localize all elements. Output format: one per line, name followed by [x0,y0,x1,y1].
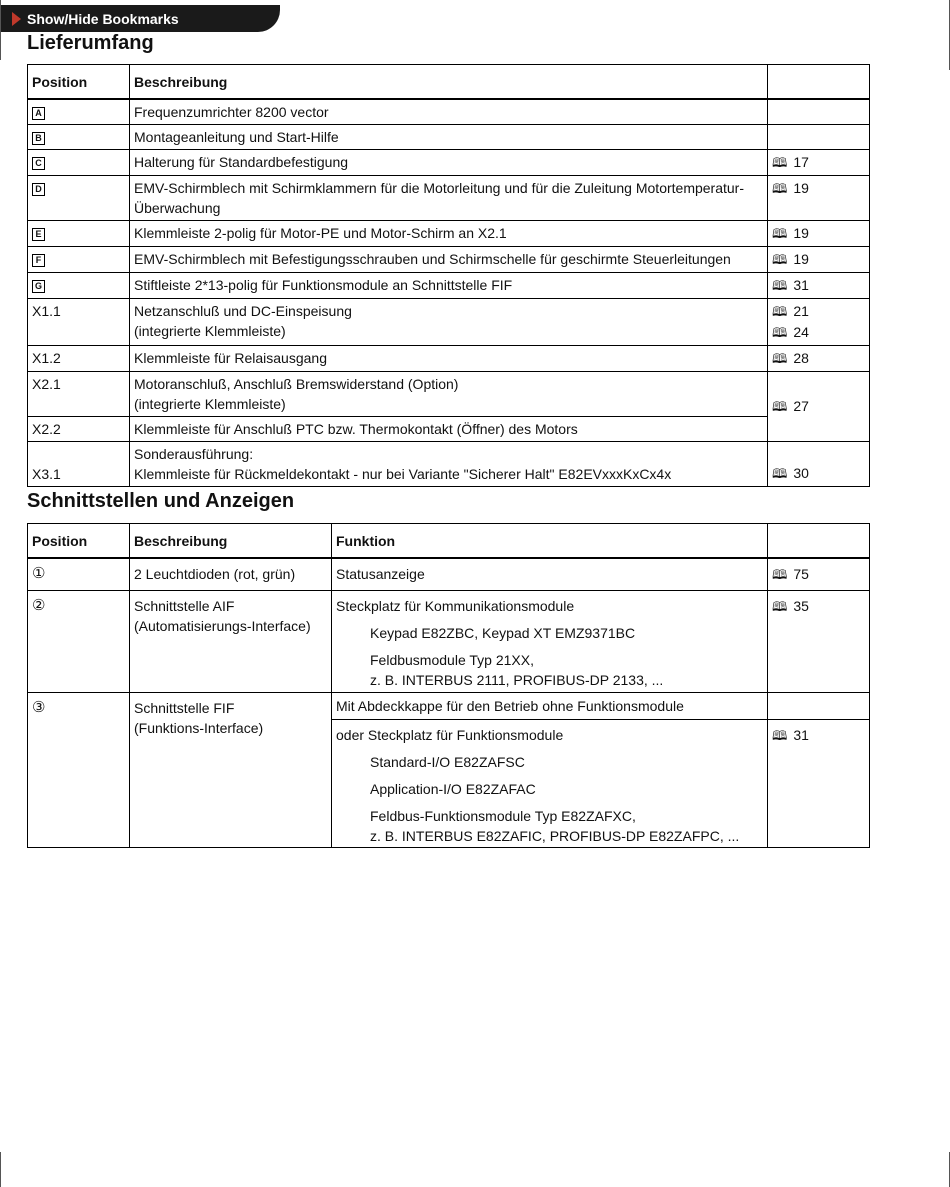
book-icon: 🕮 [772,155,788,170]
position-number: ③ [28,693,130,848]
row-function: Mit Abdeckkappe für den Betrieb ohne Funktionsmodule [332,693,768,720]
book-icon: 🕮 [772,466,788,481]
row-description: EMV-Schirmblech mit Befestigungsschrauben und Schirmschelle für geschirmte Steuerleitungen [130,247,768,273]
table-row [28,693,870,720]
position-box-letter: E [32,228,45,241]
book-icon: 🕮 [772,278,788,293]
row-position: X3.1 [28,442,130,487]
table-row [28,125,870,150]
header-ref [768,65,870,99]
book-icon: 🕮 [772,226,788,241]
lieferumfang-table [27,64,870,487]
section-title-schnittstellen: Schnittstellen und Anzeigen [27,490,295,512]
row-description: Schnittstelle AIF (Automatisierungs-Interface) [130,591,332,693]
header-position: Position [28,65,130,99]
table-row [28,273,870,299]
header-beschreibung: Beschreibung [130,65,768,99]
page-reference-link[interactable]: 🕮 28 [768,346,870,372]
table-row [28,100,870,125]
page-reference-link[interactable]: 🕮 19 [768,221,870,247]
book-icon: 🕮 [772,567,788,582]
page-edge-left [0,0,1,60]
table-row [28,372,870,417]
book-icon: 🕮 [772,252,788,267]
book-icon: 🕮 [772,599,788,614]
bookmarks-label: Show/Hide Bookmarks [27,10,179,27]
row-description: Stiftleiste 2*13-polig für Funktionsmodule an Schnittstelle FIF [130,273,768,299]
header-funktion: Funktion [332,524,768,558]
table-row [28,150,870,176]
row-position: X2.2 [28,417,130,442]
table-header-row [28,65,870,99]
book-icon: 🕮 [772,325,788,340]
page-reference-link[interactable]: 🕮 30 [768,442,870,487]
header-position: Position [28,524,130,558]
page-reference-link[interactable]: 🕮 17 [768,150,870,176]
book-icon: 🕮 [772,304,788,319]
position-box-letter: A [32,107,45,120]
book-icon: 🕮 [772,399,788,414]
row-function: Statusanzeige [332,559,768,591]
page-reference-link[interactable]: 🕮 19 [768,247,870,273]
show-hide-bookmarks-button[interactable] [0,5,280,32]
row-description: Klemmleiste 2-polig für Motor-PE und Motor-Schirm an X2.1 [130,221,768,247]
row-position: X1.2 [28,346,130,372]
position-box-letter: F [32,254,45,267]
row-function: Steckplatz für Kommunikationsmodule Keypad E82ZBC, Keypad XT EMZ9371BC Feldbusmodule Typ 21XX, z. B. INTERBUS 2111, PROFIBUS-DP 2133, ... [332,591,768,693]
row-description: Motoranschluß, Anschluß Bremswiderstand (Option) (integrierte Klemmleiste) [130,372,768,417]
header-beschreibung: Beschreibung [130,524,332,558]
header-ref [768,524,870,558]
row-description: Klemmleiste für Relaisausgang [130,346,768,372]
table-row [28,417,870,442]
table-header-row [28,524,870,558]
row-description: Klemmleiste für Anschluß PTC bzw. Thermokontakt (Öffner) des Motors [130,417,768,442]
page-reference-link[interactable]: 🕮 31 [768,273,870,299]
table-row [28,221,870,247]
table-row [28,346,870,372]
triangle-right-icon [12,12,21,26]
position-box-letter: C [32,157,45,170]
row-description: EMV-Schirmblech mit Schirmklammern für die Motorleitung und für die Zuleitung Motortemperatur- Überwachung [130,176,768,221]
page-reference-link[interactable]: 🕮 27 [768,372,870,442]
row-description: 2 Leuchtdioden (rot, grün) [130,559,332,591]
schnittstellen-table [27,523,870,848]
row-description: Frequenzumrichter 8200 vector [130,100,768,125]
page-edge-left-bottom [0,1152,1,1187]
row-function: oder Steckplatz für Funktionsmodule Standard-I/O E82ZAFSC Application-I/O E82ZAFAC Feldbus-Funktionsmodule Typ E82ZAFXC, z. B. INTERBUS E82ZAFIC, PROFIBUS-DP E82ZAFPC, ... [332,720,768,848]
page-reference-link[interactable]: 🕮 21 [772,303,809,319]
table-row [28,591,870,693]
position-box-letter: D [32,183,45,196]
page-reference-link[interactable]: 🕮 35 [768,591,870,693]
position-box-letter: B [32,132,45,145]
page-reference-link[interactable]: 🕮 31 [768,720,870,848]
table-row [28,559,870,591]
table-row [28,299,870,346]
row-description: Sonderausführung: Klemmleiste für Rückmeldekontakt - nur bei Variante "Sicherer Halt" E82EVxxxKxCx4x [130,442,768,487]
book-icon: 🕮 [772,351,788,366]
row-description: Montageanleitung und Start-Hilfe [130,125,768,150]
table-row [28,176,870,221]
row-position: X2.1 [28,372,130,417]
book-icon: 🕮 [772,728,788,743]
position-number: ① [28,559,130,591]
row-position: X1.1 [28,299,130,346]
page-reference-link[interactable]: 🕮 24 [772,324,809,340]
section-title-lieferumfang: Lieferumfang [27,32,154,54]
position-number: ② [28,591,130,693]
page-reference-link[interactable]: 🕮 75 [768,559,870,591]
position-box-letter: G [32,280,45,293]
table-row [28,247,870,273]
row-description: Halterung für Standardbefestigung [130,150,768,176]
page-reference-link[interactable]: 🕮 19 [768,176,870,221]
row-description: Netzanschluß und DC-Einspeisung (integrierte Klemmleiste) [130,299,768,346]
row-description: Schnittstelle FIF (Funktions-Interface) [130,693,332,848]
book-icon: 🕮 [772,181,788,196]
table-row [28,442,870,487]
